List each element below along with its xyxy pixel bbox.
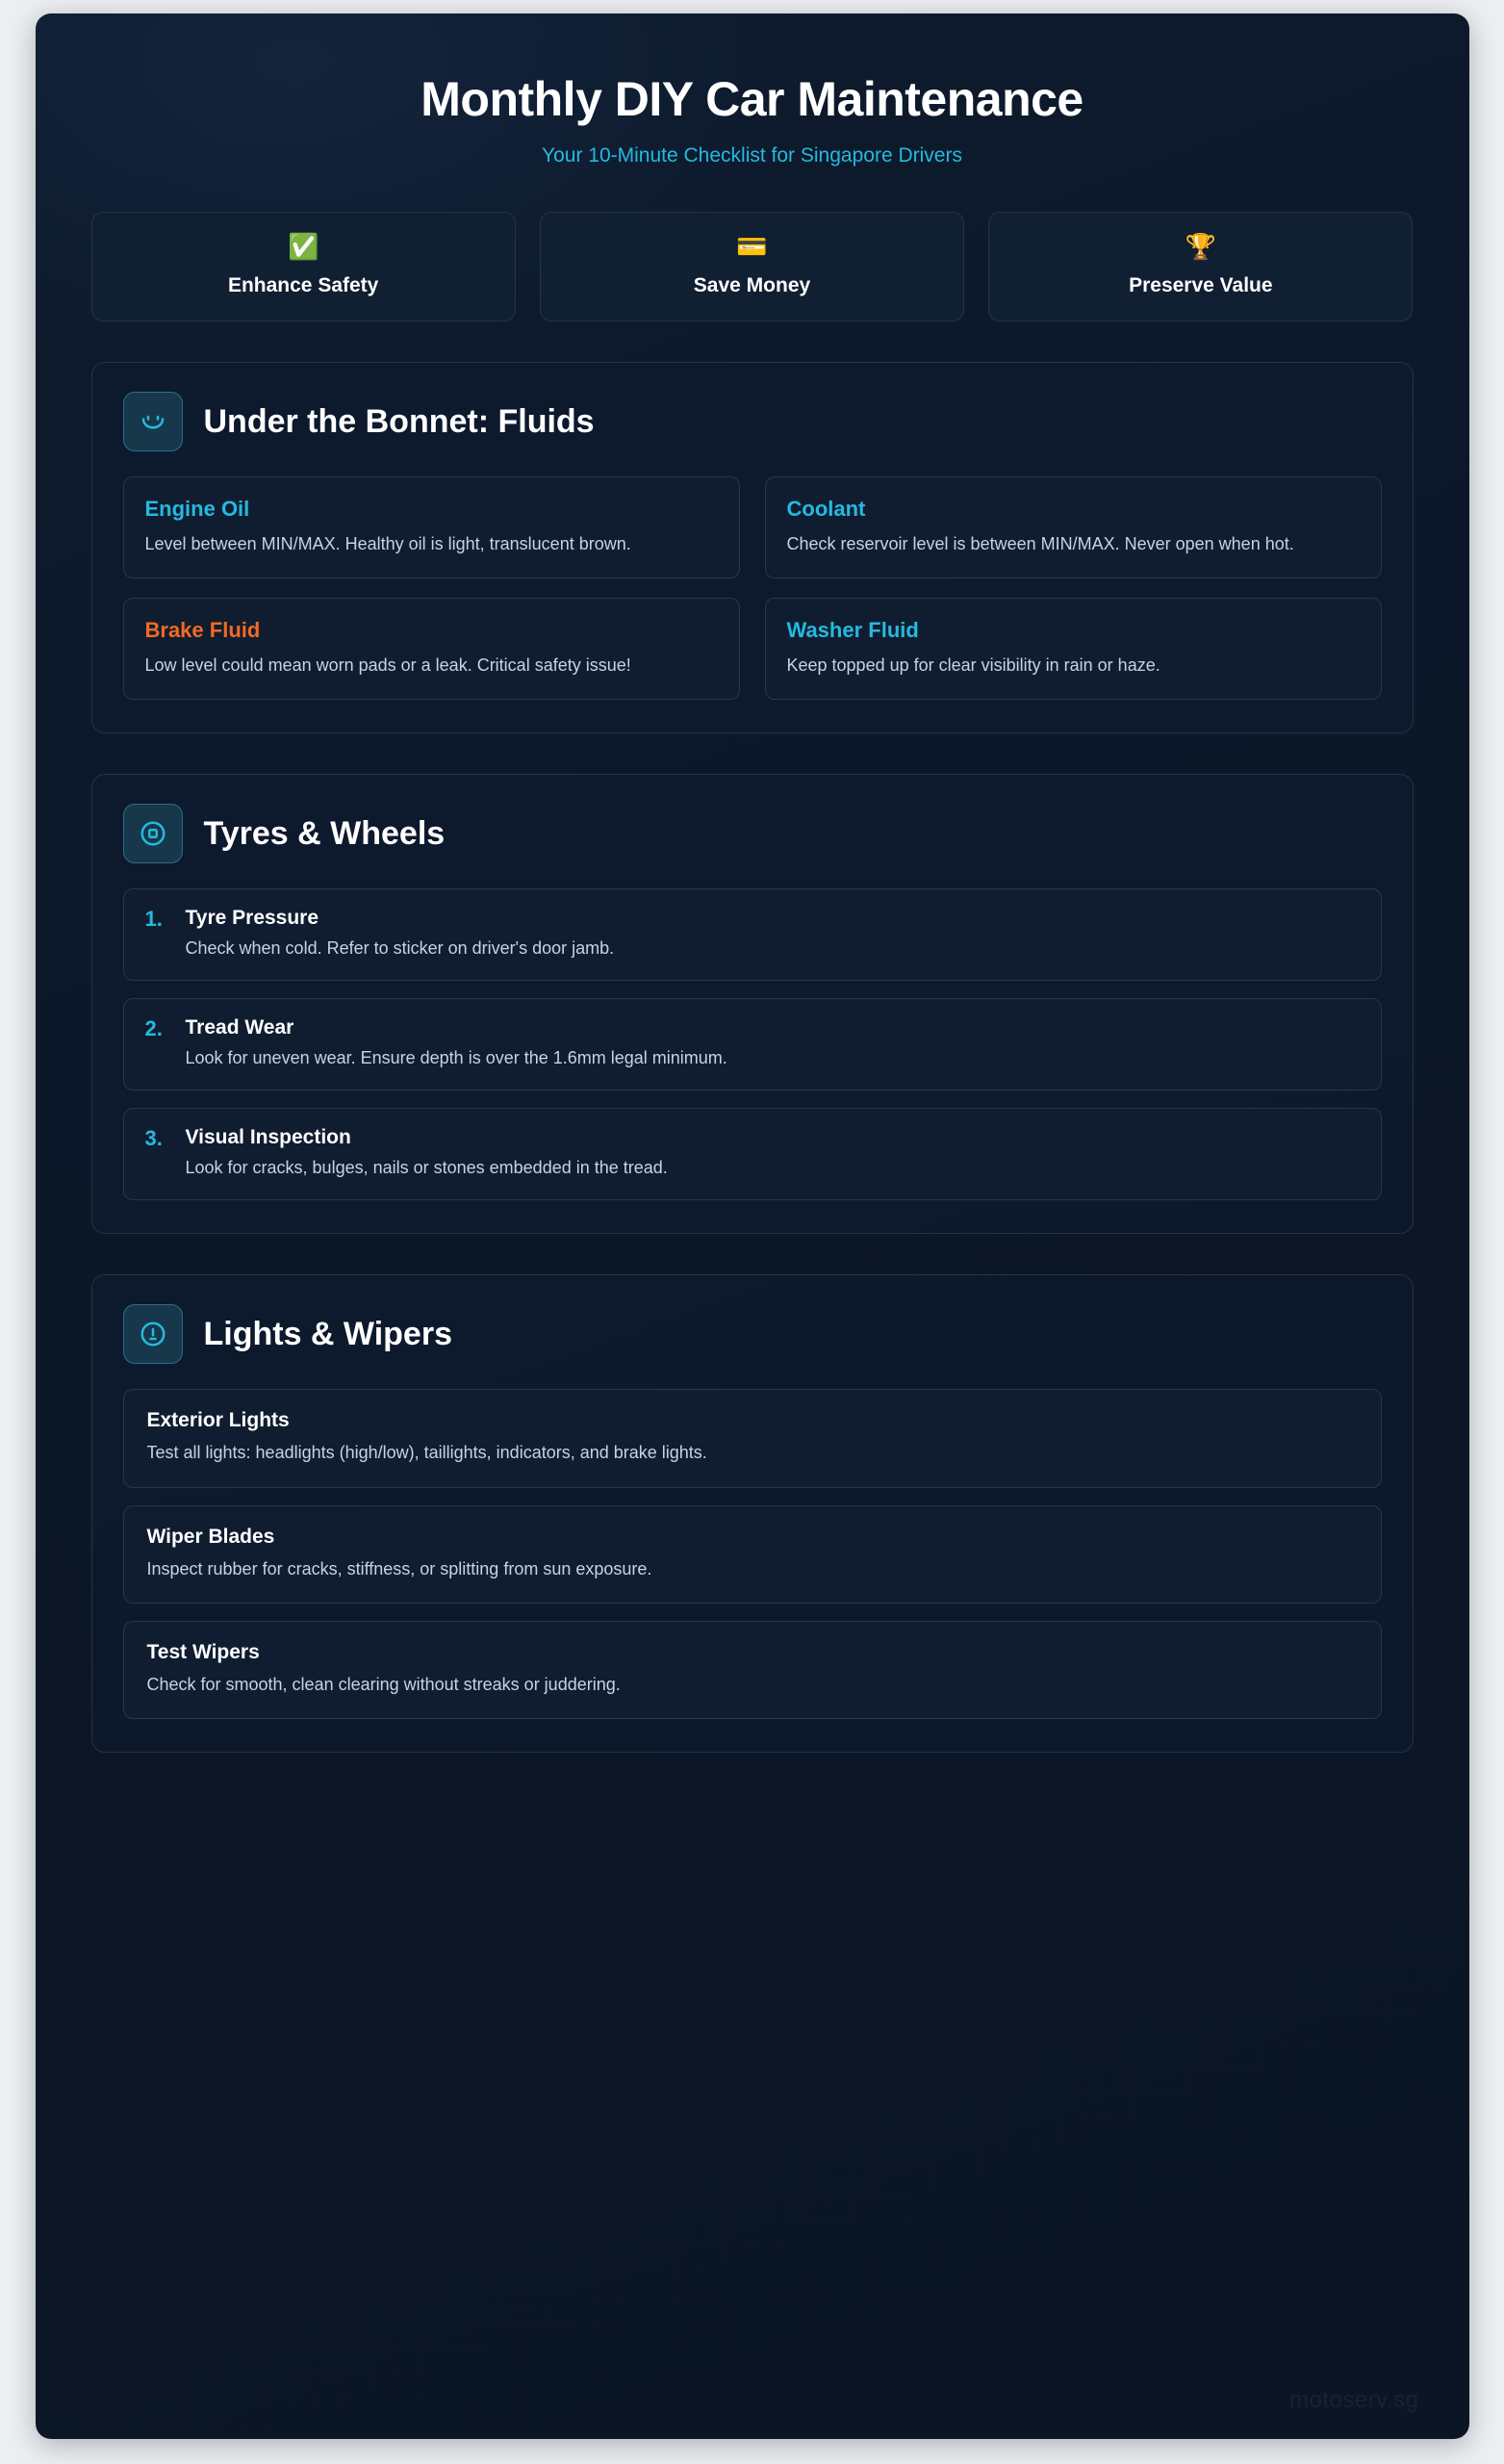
fluid-item-engine-oil: [123, 476, 740, 578]
benefit-card-save-money: [540, 212, 964, 321]
list-number: 1.: [144, 907, 163, 932]
fluid-item-washer-fluid: [765, 598, 1382, 700]
list-item-title: Visual Inspection: [185, 1126, 351, 1149]
benefit-card-enhance-safety: [91, 212, 516, 321]
oil-can-icon: [123, 392, 183, 451]
list-item-desc: Test all lights: headlights (high/low), taillights, indicators, and brake lights.: [146, 1443, 707, 1463]
section-title: Lights & Wipers: [203, 1315, 452, 1352]
fluid-name: Washer Fluid: [786, 618, 919, 643]
section-header: [123, 392, 1382, 451]
fluid-item-coolant: [765, 476, 1382, 578]
podium-icon: 🏆: [1185, 232, 1216, 261]
section-lights-wipers: [91, 1274, 1414, 1752]
list-number: 2.: [144, 1016, 163, 1041]
page-subtitle: Your 10-Minute Checklist for Singapore Drivers: [542, 144, 962, 167]
section-tyres: [91, 774, 1414, 1234]
list-item: [123, 998, 1382, 1091]
fluid-name: Brake Fluid: [144, 618, 261, 643]
list-item-title: Wiper Blades: [146, 1525, 275, 1548]
list-item-test-wipers: [123, 1621, 1382, 1719]
watermark: motoserv.sg: [1289, 2387, 1419, 2413]
benefit-label: Enhance Safety: [227, 274, 379, 296]
wallet-icon: 💳: [736, 232, 768, 261]
benefit-card-preserve-value: [988, 212, 1413, 321]
fluid-item-brake-fluid: [123, 598, 740, 700]
list-item-exterior-lights: [123, 1389, 1382, 1487]
section-fluids: [91, 362, 1414, 733]
infographic-card: [36, 13, 1469, 2439]
list-item: [123, 1108, 1382, 1200]
list-item-desc: Look for cracks, bulges, nails or stones embedded in the tread.: [185, 1158, 668, 1178]
lightbulb-icon: [123, 1304, 183, 1364]
list-item: [123, 888, 1382, 981]
header: [91, 52, 1414, 167]
benefit-label: Preserve Value: [1129, 274, 1273, 296]
fluid-desc: Low level could mean worn pads or a leak. Critical safety issue!: [144, 655, 631, 676]
list-item-title: Test Wipers: [146, 1640, 260, 1663]
section-header: [123, 1304, 1382, 1364]
list-item-title: Tyre Pressure: [185, 907, 319, 930]
fluid-desc: Check reservoir level is between MIN/MAX. Never open when hot.: [786, 534, 1294, 553]
section-header: [123, 804, 1382, 863]
section-title: Tyres & Wheels: [203, 814, 446, 852]
list-item-wiper-blades: [123, 1505, 1382, 1604]
section-title: Under the Bonnet: Fluids: [203, 402, 595, 440]
fluid-name: Coolant: [786, 497, 866, 521]
list-item-desc: Look for uneven wear. Ensure depth is over the 1.6mm legal minimum.: [185, 1048, 727, 1068]
lights-list: [123, 1389, 1382, 1718]
fluid-desc: Level between MIN/MAX. Healthy oil is light, translucent brown.: [144, 534, 631, 553]
page-title: Monthly DIY Car Maintenance: [421, 72, 1083, 126]
list-item-desc: Check for smooth, clean clearing without streaks or juddering.: [146, 1674, 621, 1694]
shield-check-icon: ✅: [287, 232, 319, 261]
list-item-desc: Inspect rubber for cracks, stiffness, or splitting from sun exposure.: [146, 1558, 652, 1578]
tyres-list: [123, 888, 1382, 1200]
tyre-icon: [123, 804, 183, 863]
list-item-desc: Check when cold. Refer to sticker on driver's door jamb.: [185, 938, 615, 959]
list-item-title: Exterior Lights: [146, 1409, 290, 1432]
fluid-name: Engine Oil: [144, 497, 250, 521]
fluids-grid: [123, 476, 1382, 700]
benefits-row: [91, 212, 1414, 321]
list-item-title: Tread Wear: [185, 1016, 294, 1040]
benefit-label: Save Money: [693, 274, 811, 296]
fluid-desc: Keep topped up for clear visibility in rain or haze.: [786, 655, 1160, 676]
list-number: 3.: [144, 1126, 163, 1151]
